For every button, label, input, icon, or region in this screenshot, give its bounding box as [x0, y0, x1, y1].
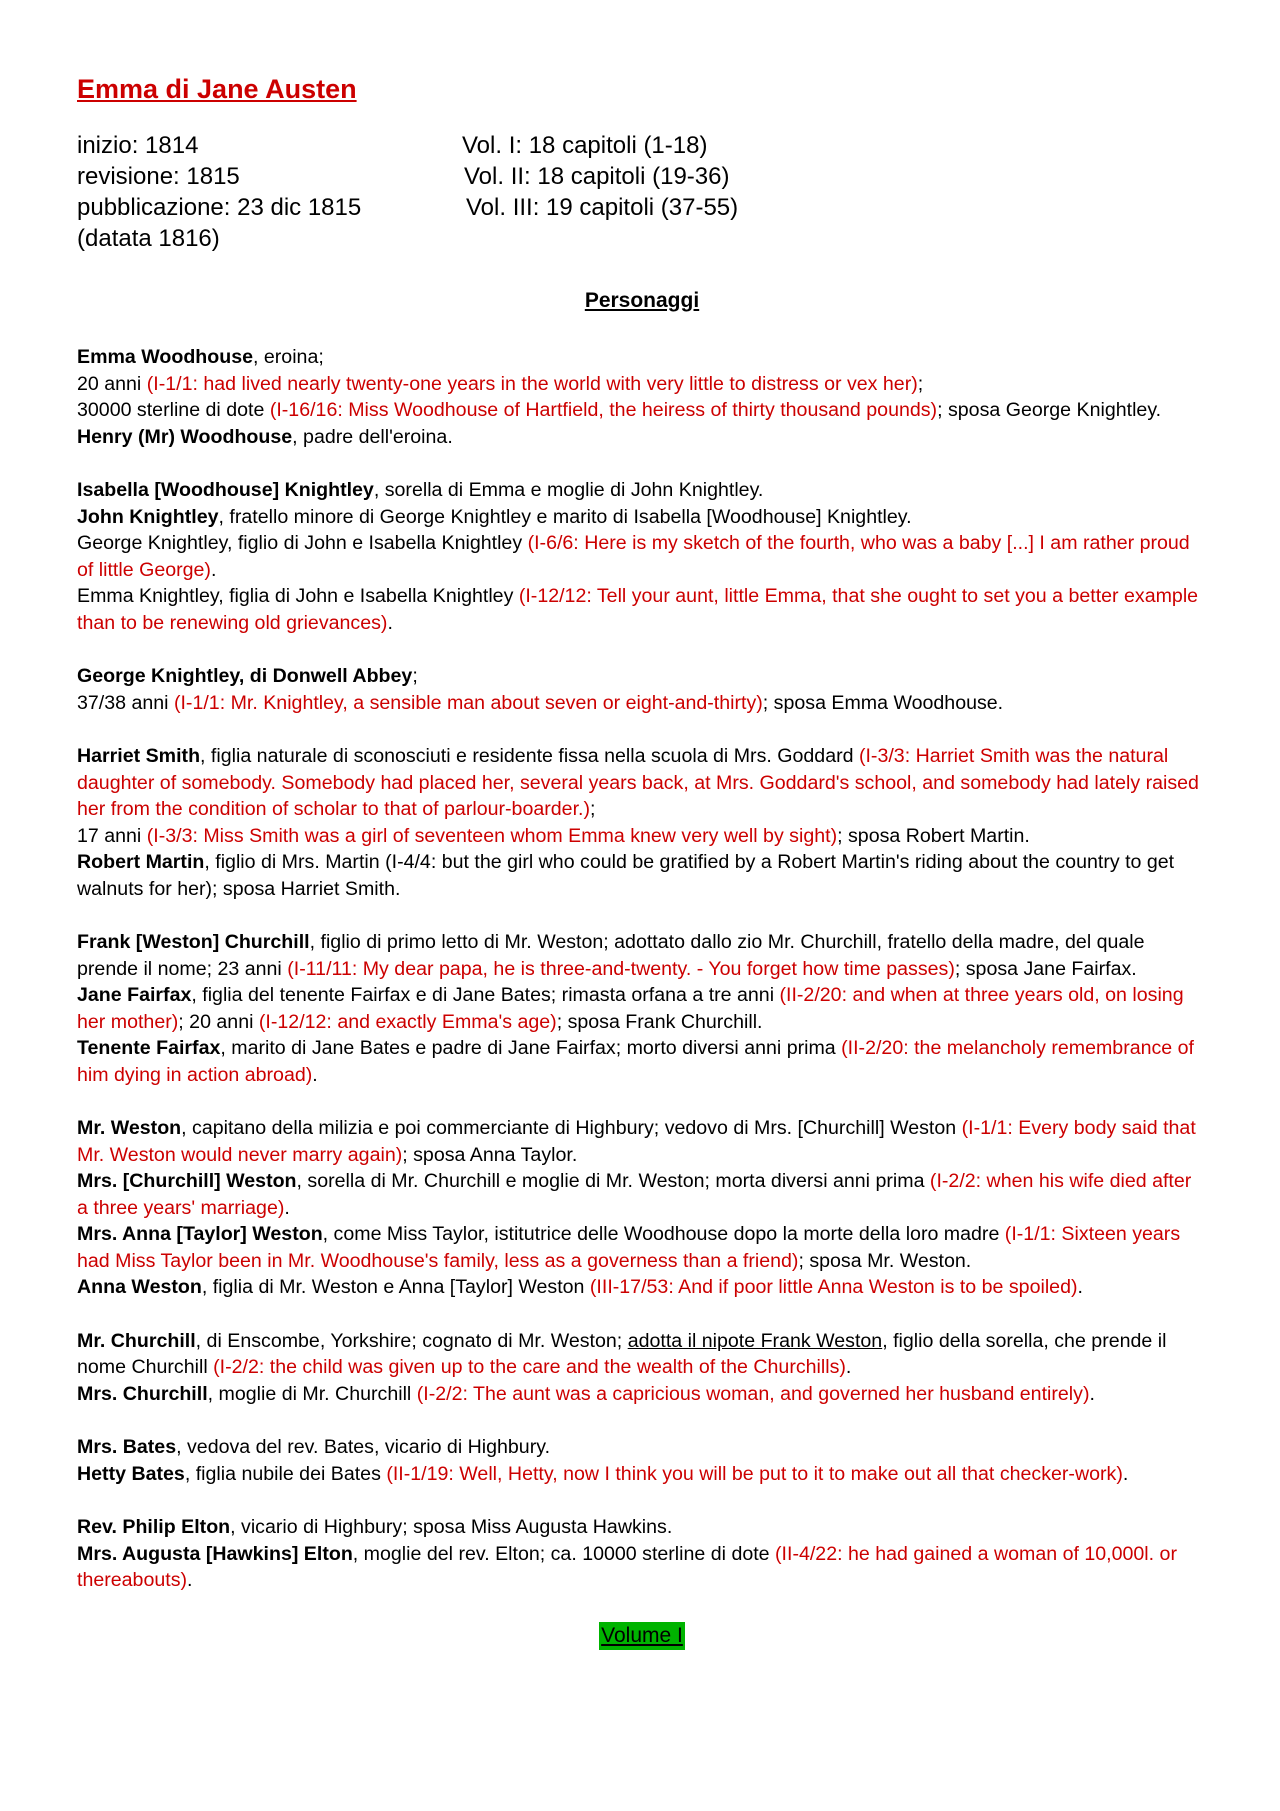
entry-hetty-bates: Hetty Bates, figlia nubile dei Bates (II-1/19: Well, Hetty, now I think you will be put to it to make out all that checker-work).: [77, 1462, 1129, 1485]
volume-3-info: Vol. III: 19 capitoli (37-55): [466, 194, 739, 221]
character-name: Harriet Smith: [77, 745, 201, 767]
entry-harriet-age: 17 anni (I-3/3: Miss Smith was a girl of seventeen whom Emma knew very well by sight); sposa Robert Martin.: [77, 824, 1030, 847]
character-name: Mrs. [Churchill] Weston: [77, 1170, 297, 1192]
adoption-note: adotta il nipote Frank Weston: [627, 1329, 883, 1352]
page-title: Emma di Jane Austen: [77, 74, 357, 104]
quote: (I-1/1: Every body said that Mr. Weston would never marry again): [77, 1117, 1196, 1166]
character-name: Henry (Mr) Woodhouse: [77, 425, 293, 448]
characters-list: [77, 344, 1207, 1594]
entry-henry: Henry (Mr) Woodhouse, padre dell'eroina.: [77, 425, 453, 448]
character-name: Robert Martin: [77, 851, 205, 873]
publication-date: pubblicazione: 23 dic 1815: [77, 194, 362, 221]
entry-emma-age: 20 anni (I-1/1: had lived nearly twenty-one years in the world with very little to distress or vex her);: [77, 372, 924, 395]
entry-robert: Robert Martin, figlio di Mrs. Martin (I-4/4: but the girl who could be gratified by a Robert Martin's riding about the country to get walnuts for her); sposa Harriet Smith.: [77, 851, 1175, 900]
quote: (I-1/1: Sixteen years had Miss Taylor been in Mr. Woodhouse's family, less as a governess than a friend): [77, 1223, 1181, 1272]
entry-rev-elton: Rev. Philip Elton, vicario di Highbury; sposa Miss Augusta Hawkins.: [77, 1516, 673, 1538]
characters-heading: Personaggi: [584, 289, 700, 312]
character-name: Anna Weston: [77, 1276, 202, 1298]
quote: (II-2/20: and when at three years old, on losing her mother): [77, 984, 1184, 1033]
entry-anna-weston: Anna Weston, figlia di Mr. Weston e Anna [Taylor] Weston (III-17/53: And if poor little Anna Weston is to be spoiled).: [77, 1276, 1083, 1298]
revision-date: revisione: 1815: [77, 163, 240, 190]
entry-emma-dowry: 30000 sterline di dote (I-16/16: Miss Woodhouse of Hartfield, the heiress of thirty thousand pounds); sposa George Knightley.: [77, 399, 1162, 421]
quote: (I-3/3: Miss Smith was a girl of seventeen whom Emma knew very well by sight): [146, 824, 838, 847]
entry-augusta-elton: Mrs. Augusta [Hawkins] Elton, moglie del rev. Elton; ca. 10000 sterline di dote (II-4/22: he had gained a woman of 10,000l. or thereabouts).: [77, 1542, 1177, 1591]
group-george-knightley: [77, 663, 1207, 716]
entry-emma: Emma Woodhouse, eroina;: [77, 346, 324, 368]
entry-george-age: 37/38 anni (I-1/1: Mr. Knightley, a sensible man about seven or eight-and-thirty); sposa Emma Woodhouse.: [77, 691, 1004, 714]
character-name: George Knightley, di Donwell Abbey: [77, 665, 413, 687]
entry-emma-jr: Emma Knightley, figlia di John e Isabella Knightley (I-12/12: Tell your aunt, little Emma, that she ought to set you a better example than to be renewing old grievances).: [77, 585, 1199, 634]
volume-1-info: Vol. I: 18 capitoli (1-18): [462, 132, 708, 159]
character-name: Mrs. Anna [Taylor] Weston: [77, 1223, 323, 1245]
volume-2-info: Vol. II: 18 capitoli (19-36): [464, 163, 730, 190]
volume-1-link[interactable]: Volume I: [599, 1622, 685, 1650]
dated-year: (datata 1816): [77, 225, 220, 252]
character-name: John Knightley: [77, 505, 219, 528]
entry-mrs-churchill-weston: Mrs. [Churchill] Weston, sorella di Mr. Churchill e moglie di Mr. Weston; morta diversi anni prima (I-2/2: when his wife died after a three years' marriage).: [77, 1170, 1192, 1219]
quote: (I-1/1: had lived nearly twenty-one years in the world with very little to distress or vex her): [146, 372, 918, 395]
dates-column: [77, 130, 462, 254]
entry-john: John Knightley, fratello minore di George Knightley e marito di Isabella [Woodhouse] Knightley.: [77, 505, 912, 528]
entry-anna-taylor-weston: Mrs. Anna [Taylor] Weston, come Miss Taylor, istitutrice delle Woodhouse dopo la morte della loro madre (I-1/1: Sixteen years had Miss Taylor been in Mr. Woodhouse's family, less as a governess than a friend); sposa Mr. Weston.: [77, 1223, 1181, 1272]
entry-harriet: Harriet Smith, figlia naturale di sconosciuti e residente fissa nella scuola di Mrs. Goddard (I-3/3: Harriet Smith was the natural daughter of somebody. Somebody had placed her, several years back, at Mrs. Goddard's school, and somebody had lately raised her from the condition of scholar to that of parlour-boarder.);: [77, 745, 1199, 820]
quote: (I-2/2: The aunt was a capricious woman, and governed her husband entirely): [416, 1382, 1090, 1405]
group-bates: [77, 1434, 1207, 1487]
entry-mr-weston: Mr. Weston, capitano della milizia e poi commerciante di Highbury; vedovo di Mrs. [Churchill] Weston (I-1/1: Every body said that Mr. Weston would never marry again); sposa Anna Taylor.: [77, 1117, 1196, 1166]
character-name: Isabella [Woodhouse] Knightley: [77, 479, 374, 501]
group-woodhouse: [77, 344, 1207, 450]
quote: (I-1/1: Mr. Knightley, a sensible man about seven or eight-and-thirty): [173, 691, 763, 714]
quote: (I-2/2: when his wife died after a three years' marriage): [77, 1170, 1192, 1219]
volumes-column: [462, 130, 738, 254]
quote: (I-16/16: Miss Woodhouse of Hartfield, the heiress of thirty thousand pounds): [269, 399, 938, 421]
character-name: Mrs. Bates: [77, 1436, 177, 1458]
character-name: Mr. Weston: [77, 1117, 182, 1139]
quote: (I-2/2: the child was given up to the care and the wealth of the Churchills): [213, 1356, 846, 1378]
character-name: Emma Woodhouse: [77, 346, 253, 368]
character-name: Frank [Weston] Churchill: [77, 931, 310, 953]
start-date: inizio: 1814: [77, 132, 199, 159]
document-page: [77, 72, 1207, 1650]
group-smith-martin: [77, 743, 1207, 902]
entry-frank: Frank [Weston] Churchill, figlio di primo letto di Mr. Weston; adottato dallo zio Mr. Churchill, fratello della madre, del quale prende il nome; 23 anni (I-11/11: My dear papa, he is three-and-twenty. - You forget how time passes); sposa Jane Fairfax.: [77, 931, 1145, 980]
entry-mr-churchill: Mr. Churchill, di Enscombe, Yorkshire; cognato di Mr. Weston; adotta il nipote Frank Weston, figlio della sorella, che prende il nome Churchill (I-2/2: the child was given up to the care and the wealth of the Churchills).: [77, 1329, 1167, 1378]
quote: (I-12/12: and exactly Emma's age): [258, 1010, 557, 1033]
entry-tenente-fairfax: Tenente Fairfax, marito di Jane Bates e padre di Jane Fairfax; morto diversi anni prima (II-2/20: the melancholy remembrance of him dying in action abroad).: [77, 1037, 1194, 1086]
character-name: Mrs. Churchill: [77, 1382, 208, 1405]
quote: (I-12/12: Tell your aunt, little Emma, that she ought to set you a better example than to be renewing old grievances): [77, 585, 1199, 634]
group-knightley-john: [77, 477, 1207, 636]
quote: (I-3/3: Harriet Smith was the natural daughter of somebody. Somebody had placed her, several years back, at Mrs. Goddard's school, and somebody had lately raised her from the condition of scholar to that of parlour-boarder.): [77, 745, 1199, 820]
volume-nav: [77, 1622, 1207, 1650]
entry-george: George Knightley, di Donwell Abbey;: [77, 665, 418, 687]
quote: (II-2/20: the melancholy remembrance of him dying in action abroad): [77, 1037, 1194, 1086]
character-name: Mr. Churchill: [77, 1329, 196, 1352]
quote: (II-1/19: Well, Hetty, now I think you will be put to it to make out all that checker-work): [386, 1462, 1123, 1485]
group-churchill: [77, 1328, 1207, 1408]
group-weston: [77, 1115, 1207, 1301]
character-name: Jane Fairfax: [77, 984, 192, 1006]
quote: (II-4/22: he had gained a woman of 10,000l. or thereabouts): [77, 1542, 1177, 1591]
quote: (I-11/11: My dear papa, he is three-and-twenty. - You forget how time passes): [287, 957, 955, 980]
group-churchill-fairfax: [77, 929, 1207, 1088]
entry-mrs-churchill: Mrs. Churchill, moglie di Mr. Churchill (I-2/2: The aunt was a capricious woman, and governed her husband entirely).: [77, 1382, 1095, 1405]
publication-info: [77, 130, 1207, 254]
entry-jane: Jane Fairfax, figlia del tenente Fairfax e di Jane Bates; rimasta orfana a tre anni (II-2/20: and when at three years old, on losing her mother); 20 anni (I-12/12: and exactly Emma's age); sposa Frank Churchill.: [77, 984, 1184, 1033]
quote: (I-6/6: Here is my sketch of the fourth, who was a baby [...] I am rather proud of little George): [77, 532, 1190, 581]
entry-george-jr: George Knightley, figlio di John e Isabella Knightley (I-6/6: Here is my sketch of the fourth, who was a baby [...] I am rather proud of little George).: [77, 532, 1190, 581]
character-name: Rev. Philip Elton: [77, 1516, 231, 1538]
entry-isabella: Isabella [Woodhouse] Knightley, sorella di Emma e moglie di John Knightley.: [77, 479, 764, 501]
character-name: Hetty Bates: [77, 1462, 185, 1485]
group-elton: [77, 1514, 1207, 1594]
entry-mrs-bates: Mrs. Bates, vedova del rev. Bates, vicario di Highbury.: [77, 1436, 551, 1458]
quote: (III-17/53: And if poor little Anna Weston is to be spoiled): [589, 1276, 1078, 1298]
character-name: Tenente Fairfax: [77, 1037, 221, 1059]
character-name: Mrs. Augusta [Hawkins] Elton: [77, 1542, 353, 1565]
